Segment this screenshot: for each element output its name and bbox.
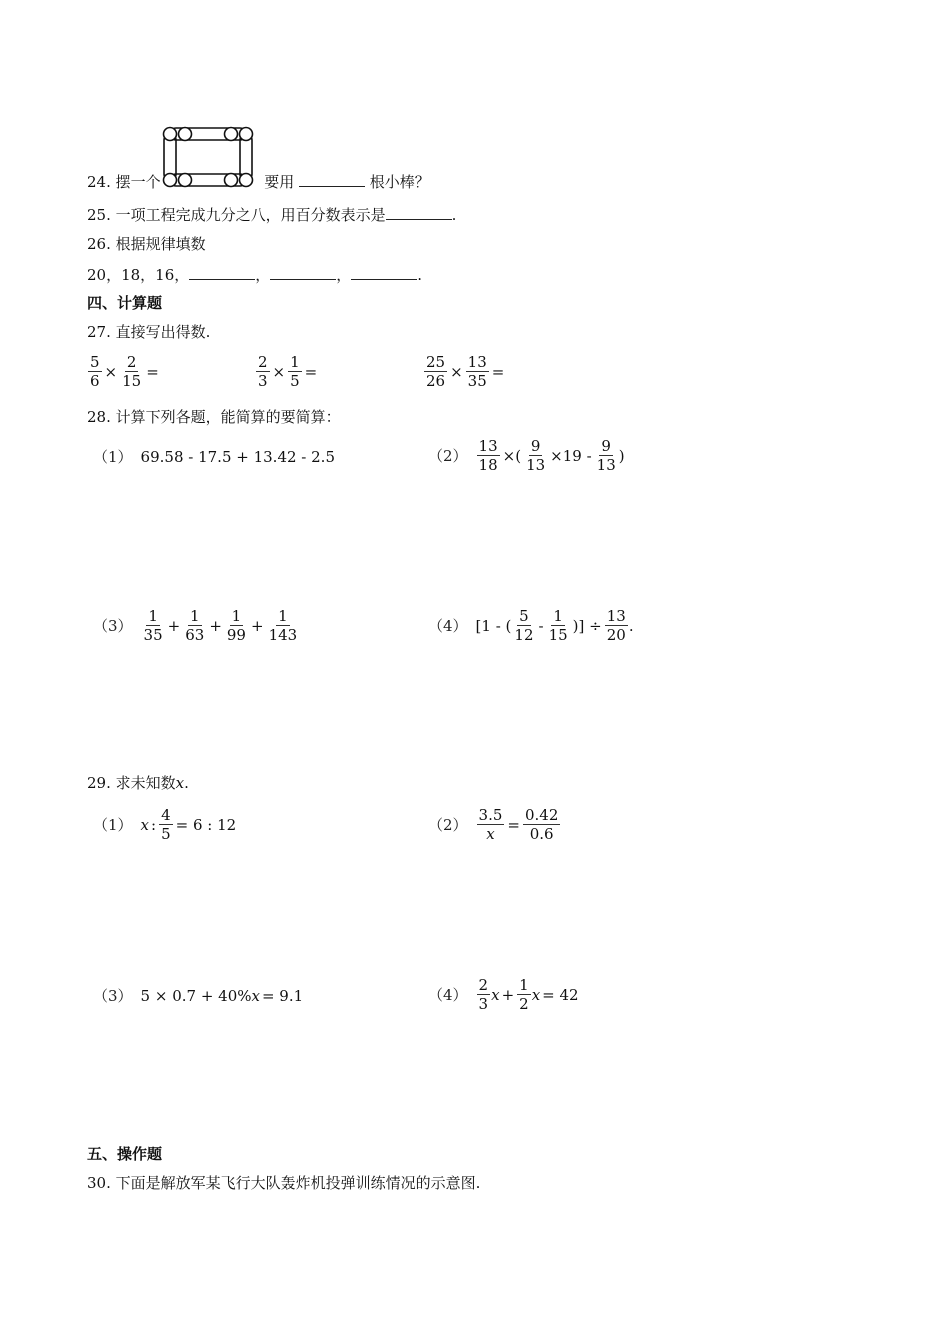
q29-end: .: [184, 774, 189, 792]
q26-end: .: [417, 266, 423, 284]
question-26-sequence: [87, 265, 422, 285]
q26-blank-1[interactable]: [189, 265, 255, 280]
q27-expr-2: $\frac{2}{3}$ × $\frac{1}{5}$ =: [258, 353, 318, 390]
q26-sep2: ，: [336, 266, 352, 284]
q29-expr-4: （4） $\frac{2}{3}$ x + $\frac{1}{2}$ x = 42: [428, 976, 579, 1013]
q25-blank[interactable]: [386, 205, 452, 220]
q27-expr-1: $\frac{5}{6}$ × $\frac{2}{15}$ =: [90, 353, 159, 390]
question-30-title: 30. 下面是解放军某飞行大队轰炸机投弹训练情况的示意图.: [87, 1174, 481, 1192]
question-28-title: 28. 计算下列各题，能简算的要简算：: [87, 408, 341, 426]
q28-expr-3: （3） $\frac{1}{35}$ + $\frac{1}{63}$ + $\frac{1}{99}$ + $\frac{1}{143}$: [93, 607, 298, 644]
question-29-title: [87, 773, 189, 793]
section-5-heading: 五、操作题: [87, 1145, 163, 1163]
q29-title: 29. 求未知数: [87, 774, 176, 792]
question-25: [87, 205, 456, 225]
q29-var: x: [175, 774, 185, 792]
question-26-title: 26. 根据规律填数: [87, 235, 206, 253]
q29-expr-2: （2） $\frac{3.5}{x}$ = $\frac{0.42}{0.6}$: [428, 806, 559, 843]
q26-sep1: ，: [255, 266, 271, 284]
q29-expr-3: （3） 5 × 0.7 + 40% x = 9.1: [93, 986, 304, 1005]
q26-seq: 20，18，16，: [87, 266, 190, 284]
q26-blank-2[interactable]: [270, 265, 336, 280]
q28-expr-2: （2） $\frac{13}{18}$ ×( $\frac{9}{13}$ ×19 - $\frac{9}{13}$ ): [428, 437, 625, 474]
stick-rectangle-figure: [160, 124, 256, 190]
q25-text: 25. 一项工程完成九分之八，用百分数表示是: [87, 206, 386, 224]
q24-suffix: 根小棒？: [369, 173, 430, 191]
q24-prefix: 24. 摆一个: [87, 173, 161, 191]
q24-blank[interactable]: [299, 172, 365, 187]
q24-middle: 要用: [264, 173, 295, 191]
q27-expr-3: $\frac{25}{26}$ × $\frac{13}{35}$ =: [426, 353, 505, 390]
q28-expr-4: （4） [1 - ( $\frac{5}{12}$ - $\frac{1}{15}$ )] ÷ $\frac{13}{20}$ .: [428, 607, 634, 644]
q26-blank-3[interactable]: [351, 265, 417, 280]
question-24: [87, 172, 430, 192]
q28-expr-1: （1） 69.58 - 17.5 + 13.42 - 2.5: [93, 447, 335, 466]
q25-end: .: [451, 206, 457, 224]
section-4-heading: 四、计算题: [87, 294, 163, 312]
question-27-title: 27. 直接写出得数.: [87, 323, 211, 341]
q29-expr-1: （1） x : $\frac{4}{5}$ = 6 : 12: [93, 806, 237, 843]
